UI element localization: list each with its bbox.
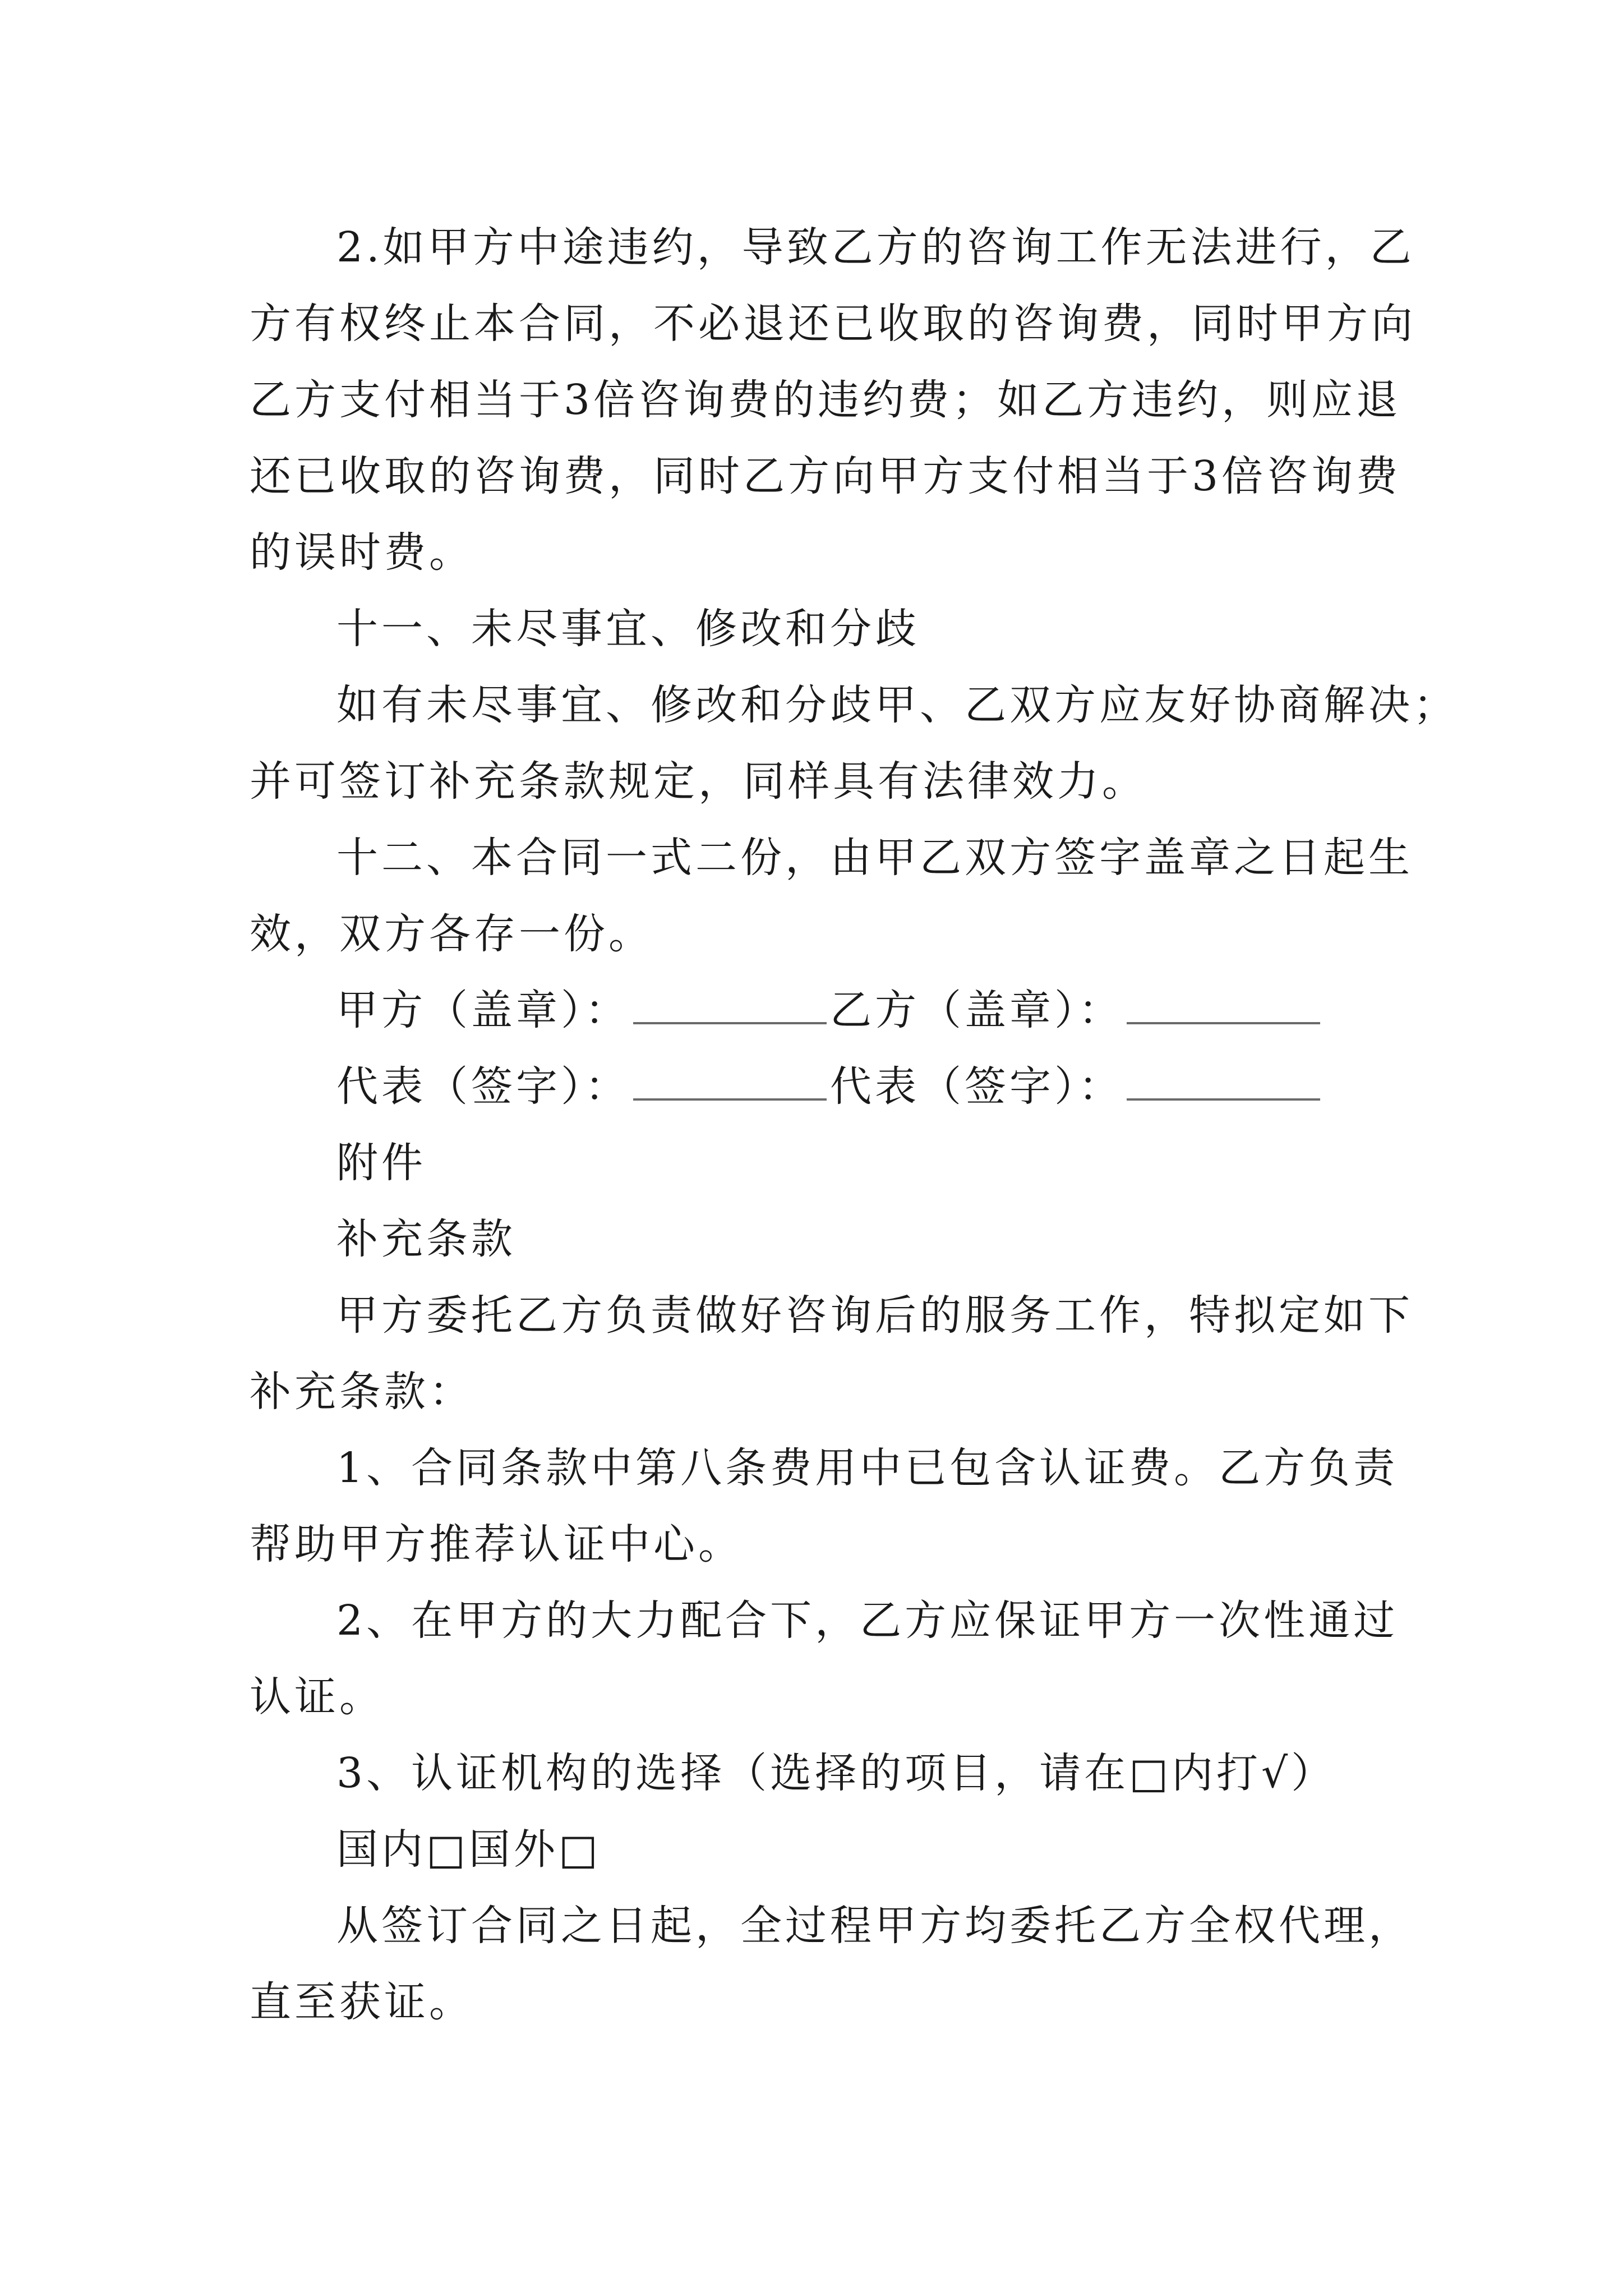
- article-11-line-1: 如有未尽事宜、修改和分歧甲、乙双方应友好协商解决；: [336, 681, 1458, 729]
- party-a-rep-label: 代表（签字）：: [336, 1062, 630, 1111]
- article-12-line-1: 十二、本合同一式二份，由甲乙双方签字盖章之日起生: [336, 834, 1413, 882]
- item-3-options: 国内□国外□: [336, 1825, 601, 1874]
- clause-2-line-3: 乙方支付相当于3倍咨询费的违约费；如乙方违约，则应退: [250, 376, 1401, 424]
- party-a-rep-blank: [633, 1066, 827, 1101]
- item-1-line-2: 帮助甲方推荐认证中心。: [250, 1520, 743, 1568]
- signature-row: [336, 1061, 1324, 1112]
- item-2-line-1: 2、在甲方的大力配合下，乙方应保证甲方一次性通过: [336, 1596, 1399, 1645]
- article-12-line-2: 效，双方各存一份。: [250, 910, 653, 958]
- party-b-seal-label: 乙方（盖章）：: [830, 986, 1123, 1034]
- party-b-rep-blank: [1127, 1066, 1320, 1101]
- closing-line-1: 从签订合同之日起，全过程甲方均委托乙方全权代理，: [336, 1902, 1413, 1950]
- clause-2-line-1: 2.如甲方中途违约，导致乙方的咨询工作无法进行，乙: [336, 223, 1415, 272]
- closing-line-2: 直至获证。: [250, 1978, 474, 2026]
- attachment-intro-line-1: 甲方委托乙方负责做好咨询后的服务工作，特拟定如下: [336, 1291, 1413, 1340]
- clause-2-line-5: 的误时费。: [250, 528, 474, 577]
- clause-2-line-2: 方有权终止本合同，不必退还已收取的咨询费，同时甲方向: [250, 300, 1416, 348]
- party-a-seal-label: 甲方（盖章）：: [336, 986, 630, 1034]
- item-2-line-2: 认证。: [250, 1673, 384, 1721]
- item-1-line-1: 1、合同条款中第八条费用中已包含认证费。乙方负责: [336, 1444, 1399, 1492]
- party-b-seal-blank: [1127, 990, 1320, 1024]
- party-a-seal-blank: [633, 990, 827, 1024]
- party-b-rep-label: 代表（签字）：: [830, 1062, 1123, 1111]
- seal-row: [336, 985, 1324, 1036]
- attachment-intro-line-2: 补充条款：: [250, 1368, 474, 1416]
- attachment-title: 补充条款: [336, 1215, 516, 1263]
- item-3: 3、认证机构的选择（选择的项目，请在□内打√）: [336, 1749, 1336, 1797]
- article-11-heading: 十一、未尽事宜、修改和分歧: [336, 605, 920, 653]
- article-11-line-2: 并可签订补充条款规定，同样具有法律效力。: [250, 757, 1147, 806]
- attachment-label: 附件: [336, 1139, 426, 1187]
- clause-2-line-4: 还已收取的咨询费，同时乙方向甲方支付相当于3倍咨询费: [250, 452, 1401, 500]
